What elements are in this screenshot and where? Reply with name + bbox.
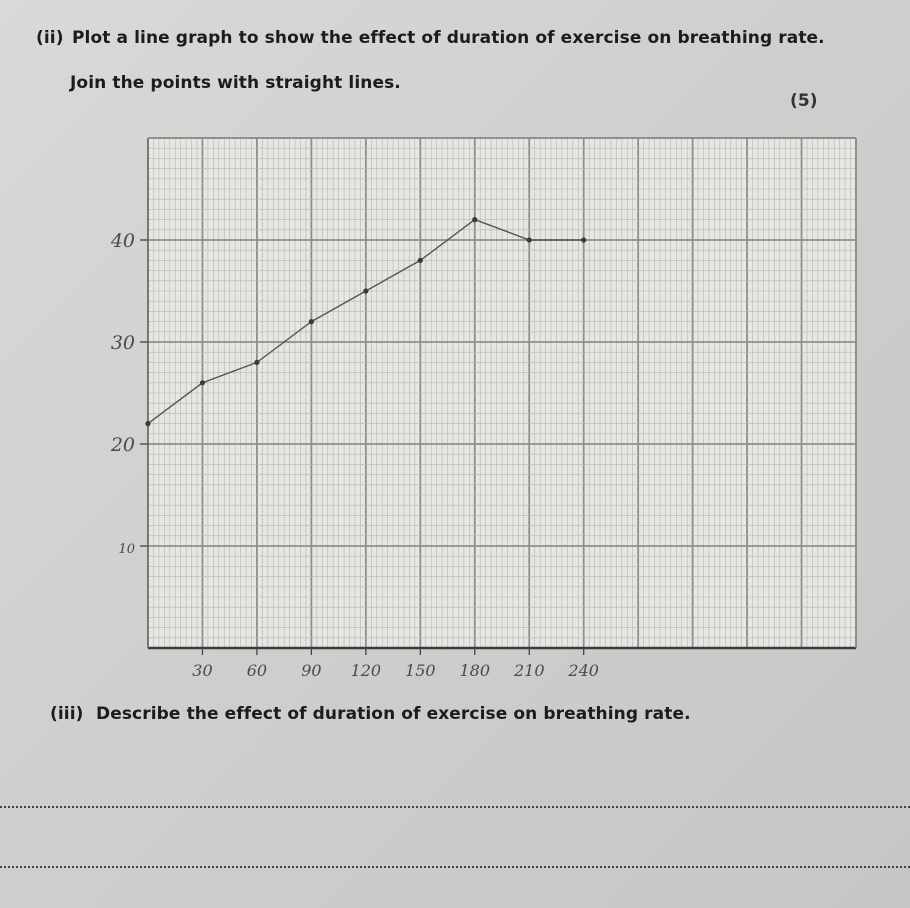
graph-paper-grid (148, 138, 856, 648)
data-point (200, 380, 205, 385)
x-tick-label: 180 (459, 661, 491, 680)
x-tick-label: 120 (350, 661, 382, 680)
data-point (145, 421, 150, 426)
answer-line[interactable] (0, 806, 910, 808)
data-point (254, 360, 259, 365)
data-point (581, 237, 586, 242)
y-tick-label: 40 (110, 230, 135, 252)
x-tick-label: 90 (301, 661, 322, 680)
data-point (363, 288, 368, 293)
answer-line[interactable] (0, 866, 910, 868)
question-iii-text: Describe the effect of duration of exercise on breathing rate. (96, 704, 691, 724)
question-iii-number: (iii) (50, 704, 84, 724)
question-ii-number: (ii) (36, 28, 64, 48)
data-point (418, 258, 423, 263)
data-point (472, 217, 477, 222)
marks-label: (5) (790, 91, 818, 111)
question-ii-text: Plot a line graph to show the effect of duration of exercise on breathing rate. (72, 28, 825, 48)
x-tick-label: 150 (405, 661, 436, 680)
y-tick-label: 20 (110, 434, 135, 456)
question-iii (50, 704, 691, 724)
data-point (527, 237, 532, 242)
x-tick-label: 210 (513, 661, 545, 680)
data-point (309, 319, 314, 324)
x-tick-label: 240 (568, 661, 599, 680)
question-ii-instruction: Join the points with straight lines. (70, 73, 401, 93)
y-tick-label: 10 (118, 542, 135, 557)
x-tick-label: 30 (192, 661, 213, 680)
x-tick-label: 60 (246, 661, 268, 680)
y-tick-label: 30 (110, 332, 135, 354)
